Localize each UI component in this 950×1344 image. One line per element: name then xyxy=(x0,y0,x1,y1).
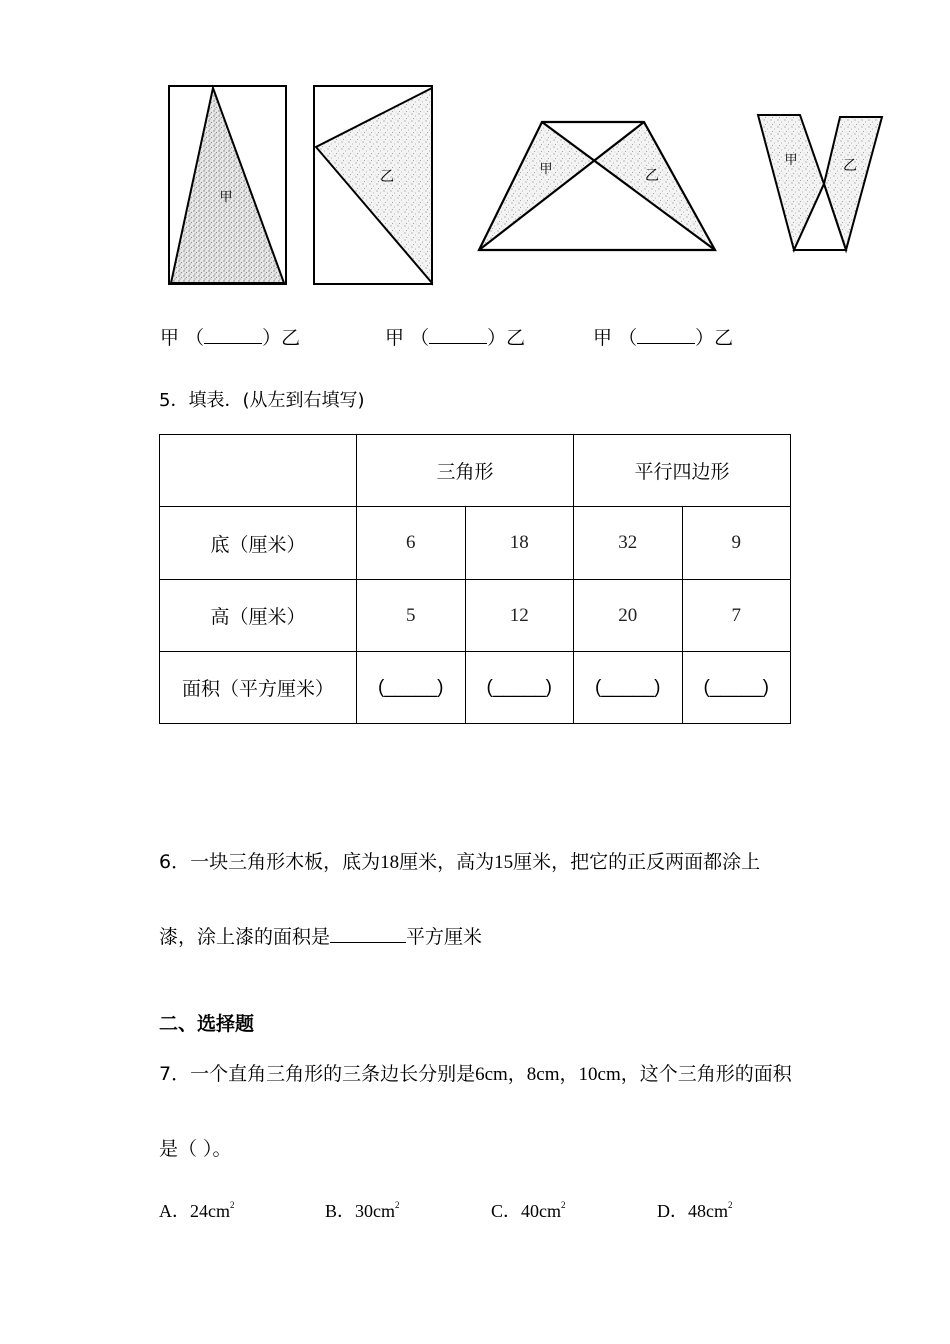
option-label: D．48cm xyxy=(657,1201,728,1221)
table-cell: 6 xyxy=(357,507,466,580)
row-label: 底（厘米） xyxy=(160,507,357,580)
table-cell: 12 xyxy=(465,580,574,652)
q7-line-1 xyxy=(159,1059,792,1086)
table-cell: 5 xyxy=(357,580,466,652)
figure-1 xyxy=(168,85,288,287)
paren-open: （ xyxy=(185,327,205,349)
option-label: B．30cm xyxy=(325,1201,395,1221)
q6-text: 平方厘米 xyxy=(406,926,483,948)
figure-3 xyxy=(476,118,721,258)
option-label: C．40cm xyxy=(491,1201,561,1221)
compare-left: 甲 xyxy=(593,327,613,349)
compare-left: 甲 xyxy=(160,327,180,349)
compare-left: 甲 xyxy=(385,327,405,349)
area-answer-cell[interactable]: (_____) xyxy=(465,652,574,724)
table-cell: 32 xyxy=(574,507,683,580)
q6-text: 6．一块三角形木板，底为 xyxy=(159,851,381,873)
compare-answer-blank-2[interactable] xyxy=(429,343,487,344)
figure-2 xyxy=(313,85,435,287)
figure-3-right-label: 乙 xyxy=(645,168,659,184)
paren-close: ） xyxy=(695,327,715,349)
figure-4-right-label: 乙 xyxy=(843,158,857,174)
table-cell: 9 xyxy=(682,507,791,580)
superscript: 2 xyxy=(230,1200,235,1210)
table-cell: 18 xyxy=(465,507,574,580)
superscript: 2 xyxy=(395,1200,400,1210)
q5-title: 5．填表．(从左到右填写) xyxy=(159,390,365,411)
table-cell: 20 xyxy=(574,580,683,652)
option-d[interactable] xyxy=(657,1197,733,1223)
q6-text: 厘米，把它的正反两面都涂上 xyxy=(513,851,761,873)
compare-answer-blank-1[interactable] xyxy=(204,343,262,344)
figure-1-left-label: 甲 xyxy=(219,190,233,205)
figure-4-left-label: 甲 xyxy=(784,153,798,168)
paren-close: ） xyxy=(262,327,282,349)
compare-right: 乙 xyxy=(506,327,526,349)
compare-answer-blank-3[interactable] xyxy=(637,343,695,344)
compare-row-3 xyxy=(593,323,733,350)
option-b[interactable] xyxy=(325,1197,400,1223)
option-label: A．24cm xyxy=(159,1201,230,1221)
table-cell: 7 xyxy=(682,580,791,652)
q6-height-value: 15 xyxy=(494,852,514,873)
q7-text: 这个三角形的面积 xyxy=(639,1063,792,1085)
section-title: 二、选择题 xyxy=(159,1013,255,1035)
option-c[interactable] xyxy=(491,1197,566,1223)
q6-line-2 xyxy=(159,922,482,949)
q5-table xyxy=(159,434,791,724)
paren-open: （ xyxy=(410,327,430,349)
q6-text: 漆，涂上漆的面积是 xyxy=(159,926,331,948)
header-parallelogram: 平行四边形 xyxy=(574,435,791,507)
table-row xyxy=(160,580,791,652)
q7-text: 7．一个直角三角形的三条边长分别是 xyxy=(159,1063,476,1085)
compare-row-1 xyxy=(160,323,300,350)
paren-open: （ xyxy=(618,327,638,349)
q6-answer-blank[interactable] xyxy=(330,942,406,943)
table-row xyxy=(160,652,791,724)
figure-3-left-label: 甲 xyxy=(539,162,553,177)
q6-line-1 xyxy=(159,847,760,874)
superscript: 2 xyxy=(728,1200,733,1210)
figure-4 xyxy=(756,112,886,254)
figure-2-right-label: 乙 xyxy=(380,169,394,185)
table-row xyxy=(160,507,791,580)
q6-text: 厘米，高为 xyxy=(399,851,495,873)
compare-right: 乙 xyxy=(714,327,734,349)
q7-sides: 6cm，8cm，10cm， xyxy=(475,1064,640,1085)
compare-right: 乙 xyxy=(281,327,301,349)
q6-base-value: 18 xyxy=(380,852,400,873)
area-answer-cell[interactable]: (_____) xyxy=(357,652,466,724)
q7-line-2: 是（ ）。 xyxy=(159,1138,232,1160)
row-label: 高（厘米） xyxy=(160,580,357,652)
header-triangle: 三角形 xyxy=(357,435,574,507)
superscript: 2 xyxy=(561,1200,566,1210)
area-answer-cell[interactable]: (_____) xyxy=(682,652,791,724)
option-a[interactable] xyxy=(159,1197,235,1223)
row-label: 面积（平方厘米） xyxy=(160,652,357,724)
area-answer-cell[interactable]: (_____) xyxy=(574,652,683,724)
table-corner xyxy=(160,435,357,507)
paren-close: ） xyxy=(487,327,507,349)
compare-row-2 xyxy=(385,323,525,350)
